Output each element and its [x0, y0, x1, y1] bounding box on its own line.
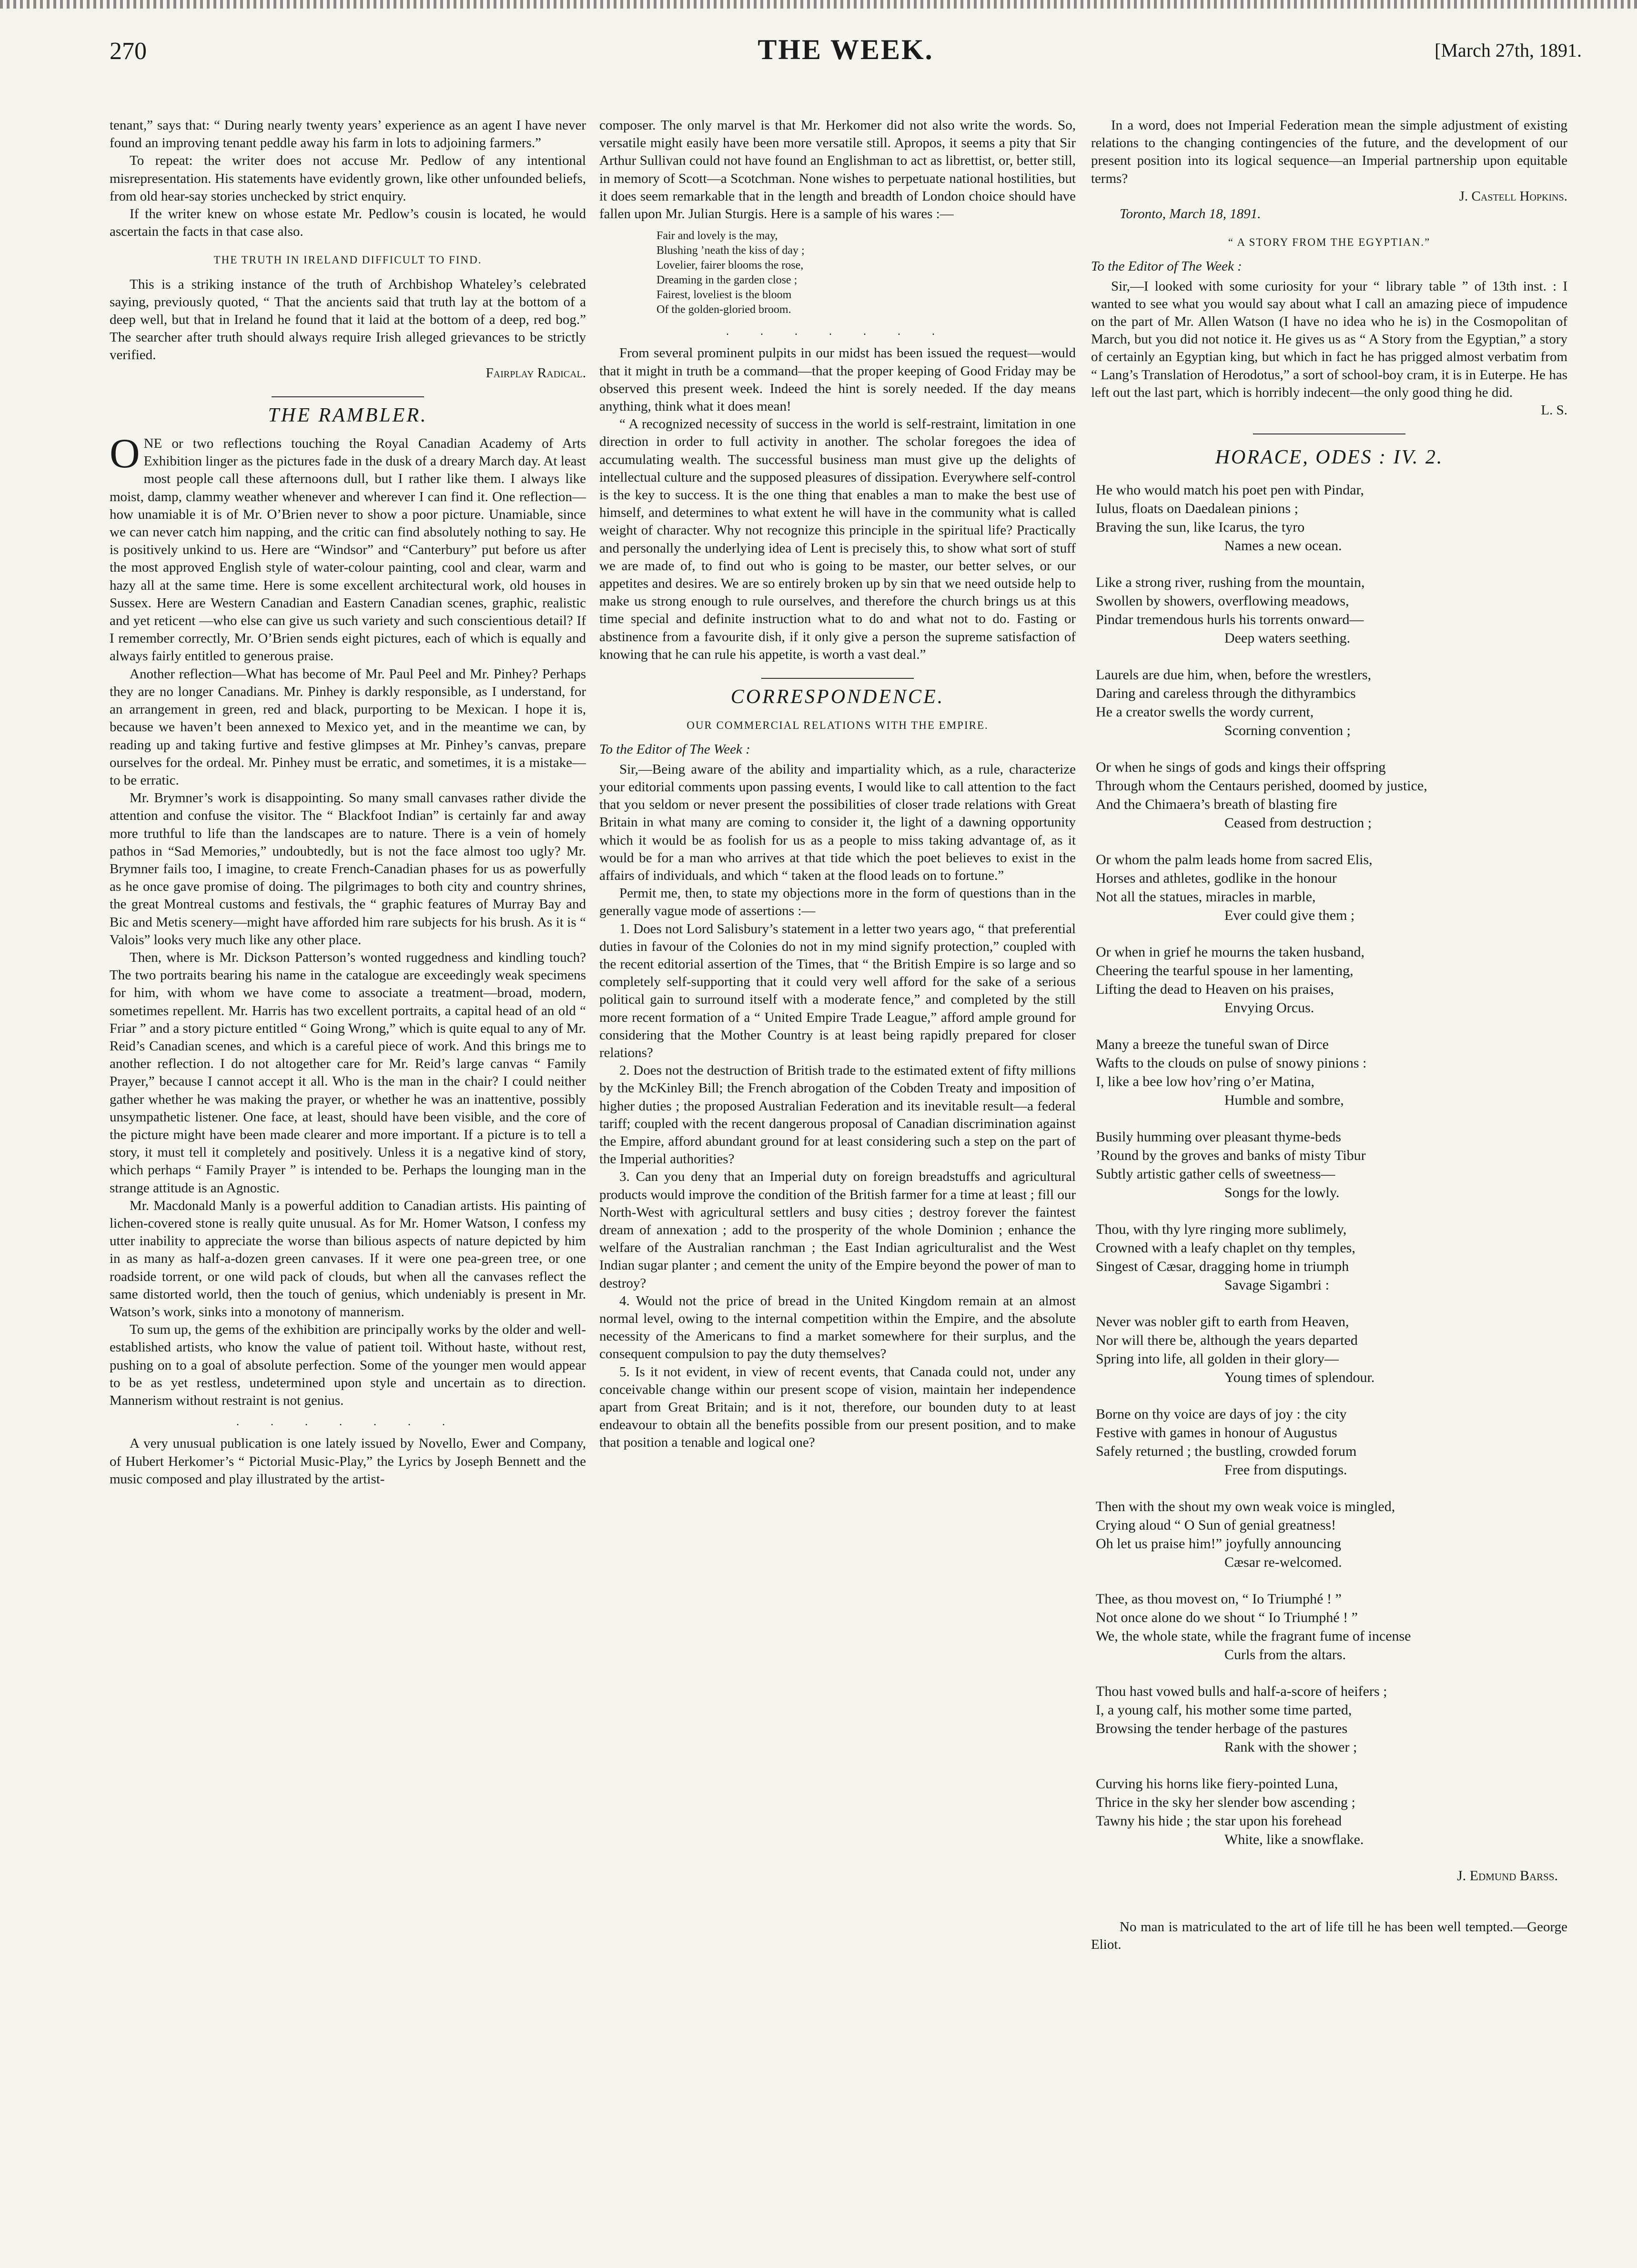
stanza	[1096, 481, 1567, 555]
poem-line: Pindar tremendous hurls his torrents onward—	[1096, 612, 1364, 628]
poem-line: Thee, as thou movest on, “ Io Triumphé ! ”	[1096, 1591, 1342, 1607]
poem-line: Crowned with a leafy chaplet on thy temples,	[1096, 1240, 1355, 1256]
paragraph: A very unusual publication is one lately issued by Novello, Ewer and Company, of Hubert Herkomer’s “ Pictorial Music-Play,” the Lyrics by Joseph Bennett and the music composed and play illustrated by the artist-	[110, 1436, 586, 1487]
section-rule	[761, 678, 914, 679]
poem-line: Subtly artistic gather cells of sweetness—	[1096, 1166, 1335, 1182]
poem-line: Or when in grief he mourns the taken husband,	[1096, 944, 1365, 960]
poem-line: Cæsar re-welcomed.	[1224, 1554, 1342, 1571]
paragraph: Mr. Macdonald Manly is a powerful addition to Canadian artists. His painting of lichen-covered stone is really quite unusual. As for Mr. Homer Watson, I confess my utter inability to appreciate the worse than bilious aspects of nature depicted by him in as many as half-a-dozen green canvases. If it were one pea-green tree, or one roadside torrent, or one wild pack of clouds, but when all the canvases reflect the same distorted world, then the touch of genius, which undeniably is present in Mr. Watson’s work, sinks into a monotony of mannerism.	[110, 1198, 586, 1320]
paragraph: “ A recognized necessity of success in the world is self-restraint, limitation in one direction in order to full activity in another. The scholar foregoes the idea of accumulating wealth. The successful business man must give up the delights of intellectual culture and the supposed pleasures of dissipation. Everywhere self-control is the key to success. It is the one thing that enables a man to make the best use of himself, and determines to what extent he will have in the community what is called weight of character. Why not recognize this principle in the spiritual life? Practically and personally the underlying idea of Lent is precisely this, to show what sort of stuff we are made of, to find out who is going to be master, our better selves, or our appetites and desires. We are so entirely broken up by sin that we need outside help to make us strong enough to rule ourselves, and therefore the church brings us at this time special and definite instruction what to do and what not to do. Fasting or abstinence from a favourite dish, if it only give a person the supreme satisfaction of knowing that he can rule his appetite, is worth a vast deal.”	[599, 416, 1076, 662]
poem-line: Nor will there be, although the years departed	[1096, 1332, 1358, 1349]
publication-title: THE WEEK.	[758, 34, 934, 65]
poem-line: Like a strong river, rushing from the mountain,	[1096, 575, 1365, 591]
verse-line: Dreaming in the garden close ;	[657, 274, 798, 287]
stanza	[1096, 1405, 1567, 1479]
poem-line: Braving the sun, like Icarus, the tyro	[1096, 519, 1305, 535]
paragraph: Then, where is Mr. Dickson Patterson’s wonted ruggedness and kindling touch? The two portraits bearing his name in the catalogue are exceedingly weak specimens for him, with whom we have come to associate a treatment—broad, modern, sometimes repellent. Mr. Harris has two excellent portraits, a capital head of an old “ Friar ” and a story picture entitled “ Going Wrong,” which is quite equal to any of Mr. Reid’s Canadian scenes, and which is a careful piece of work. And this brings me to another reflection. I do not altogether care for Mr. Reid’s large canvas “ Family Prayer,” because I cannot accept it all. Who is the man in the chair? I could neither gather whether he was making the prayer, or whether he was an inattentive, possibly unsympathetic listener. One face, at least, should have been visible, and the core of the picture might have been made clearer and more important. If a picture is to tell a story, it must tell it completely and positively. Unless it is a negative kind of story, which perhaps “ Family Prayer ” is intended to be. Perhaps the lounging man in the strange attitude is an Agnostic.	[110, 949, 586, 1196]
poem-line: Spring into life, all golden in their glory—	[1096, 1351, 1339, 1367]
page-number: 270	[110, 38, 147, 65]
stanza	[1096, 943, 1567, 1017]
poem-line: Ceased from destruction ;	[1224, 815, 1372, 831]
poem-line: I, like a bee low hov’ring o’er Matina,	[1096, 1074, 1315, 1090]
stanza	[1096, 1128, 1567, 1202]
salutation: To the Editor of The Week :	[599, 742, 750, 757]
stanza	[1096, 1220, 1567, 1294]
paragraph: If the writer knew on whose estate Mr. Pedlow’s cousin is located, he would ascertain the facts in that case also.	[110, 206, 586, 240]
poem-line: Iulus, floats on Daedalean pinions ;	[1096, 501, 1298, 517]
poem-line: Curving his horns like fiery-pointed Luna,	[1096, 1776, 1338, 1792]
poem-line: Safely returned ; the bustling, crowded forum	[1096, 1443, 1357, 1460]
column-1	[110, 117, 586, 2251]
section-title-correspondence: CORRESPONDENCE.	[730, 686, 945, 708]
paragraph: 2. Does not the destruction of British trade to the estimated extent of fifty millions by the McKinley Bill; the French abrogation of the Cobden Treaty and imposition of higher duties ; the proposed Australian Federation and its inevitable result—a federal tariff; coupled with the recent dangerous proposal of Canadian discrimination against the Empire, afford abundant ground for at least considering such a step on the part of the Imperial authorities?	[599, 1063, 1076, 1167]
paragraph: Permit me, then, to state my objections more in the form of questions than in the generally vague mode of assertions :—	[599, 886, 1076, 919]
stanza	[1096, 573, 1567, 647]
subheading: OUR COMMERCIAL RELATIONS WITH THE EMPIRE.	[687, 719, 989, 732]
poem-line: White, like a snowflake.	[1224, 1832, 1364, 1848]
poem-line: Free from disputings.	[1224, 1462, 1347, 1478]
poem-line: Thou, with thy lyre ringing more sublimely,	[1096, 1221, 1347, 1238]
poem-line: Crying aloud “ O Sun of genial greatness!	[1096, 1517, 1336, 1533]
poem-line: Laurels are due him, when, before the wrestlers,	[1096, 667, 1372, 683]
stanza	[1096, 1682, 1567, 1756]
signature: L. S.	[1541, 403, 1567, 418]
poem-line: Humble and sombre,	[1224, 1092, 1344, 1109]
poem-line: Names a new ocean.	[1224, 538, 1342, 554]
paragraph: Sir,—Being aware of the ability and impartiality which, as a rule, characterize your editorial comments upon passing events, I would like to call attention to the fact that you seldom or never present the possibilities of closer trade relations with Great Britain in what many are coming to consider it, the light of a dawning opportunity which it would be as foolish for us as a people to miss taking advantage of, as it would be for a man who arrives at that tide which the poet believes to exist in the affairs of individuals, and which “ taken at the flood leads on to fortune.”	[599, 761, 1076, 883]
stanza	[1096, 1590, 1567, 1664]
poem-line: Wafts to the clouds on pulse of snowy pinions :	[1096, 1055, 1367, 1071]
verse-line: Lovelier, fairer blooms the rose,	[657, 259, 804, 272]
poem-line: Deep waters seething.	[1224, 630, 1351, 646]
poem-line: Not once alone do we shout “ Io Triumphé ! ”	[1096, 1610, 1358, 1626]
paragraph-text: NE or two reflections touching the Royal Canadian Academy of Arts Exhibition linger as the pictures fade in the dusk of a dreary March day. At least most people call these afternoons dull, but I rather like them. I always like moist, damp, clammy weather whenever and wherever I can find it. One reflection—how unamiable it is of Mr. O’Brien never to show a poor picture. Unamiable, since we can never catch him napping, and the critic can find absolutely nothing to say. He is positively unkind to us. Here are “Windsor” and “Canterbury” put before us after the most approved English style of water-colour painting, cool and clear, warm and hazy all at the same time. Here is some excellent architectural work, old houses in Sussex. Here are Western Canadian and Eastern Canadian scenes, graphic, realistic and yet reticent —who else can give us such variety and such conscientious detail? If I remember correctly, Mr. O’Brien sends eight pictures, each of which is equally and always fairly entitled to generous praise.	[110, 436, 586, 664]
paragraph: Another reflection—What has become of Mr. Paul Peel and Mr. Pinhey? Perhaps they are no longer Canadians. Mr. Pinhey is darkly responsible, as I understand, for an arrangement in green, red and black, purporting to be Mexican. I hope it is, because we haven’t been annexed to Mexico yet, and in the meantime we can, by reading up and taking furtive and festive glimpses at Mr. Pinhey’s canvas, prepare ourselves for the ordeal. Mr. Pinhey must be erratic, and sometimes, it is a mistake—to be erratic.	[110, 666, 586, 788]
poem-line: Ever could give them ;	[1224, 907, 1355, 924]
poem-line: Curls from the altars.	[1224, 1647, 1346, 1663]
stanza	[1096, 1774, 1567, 1849]
poem-line: He a creator swells the wordy current,	[1096, 704, 1314, 720]
poem-signature: J. Edmund Barss.	[1457, 1868, 1558, 1884]
poem-line: Borne on thy voice are days of joy : the city	[1096, 1406, 1347, 1422]
poem-line: Rank with the shower ;	[1224, 1739, 1357, 1755]
subheading: “ A STORY FROM THE EGYPTIAN.”	[1228, 236, 1431, 249]
paragraph	[110, 431, 586, 665]
poem-line: Scorning convention ;	[1224, 723, 1351, 739]
poem-line: Thou hast vowed bulls and half-a-score of heifers ;	[1096, 1683, 1387, 1700]
stanza	[1096, 1497, 1567, 1572]
paragraph: tenant,” says that: “ During nearly twenty years’ experience as an agent I have never found an improving tenant peddle away his farm in lots to adjoining farmers.”	[110, 118, 586, 151]
poem-line: Or whom the palm leads home from sacred Elis,	[1096, 852, 1373, 868]
poem-line: Many a breeze the tuneful swan of Dirce	[1096, 1037, 1329, 1053]
dateline: Toronto, March 18, 1891.	[1120, 206, 1261, 222]
poem-line: Young times of splendour.	[1224, 1370, 1375, 1386]
stanza	[1096, 1035, 1567, 1109]
poem-line: Or when he sings of gods and kings their offspring	[1096, 759, 1386, 776]
drop-cap: O	[110, 431, 140, 477]
stanza	[1096, 665, 1567, 740]
paragraph: This is a striking instance of the truth of Archbishop Whateley’s celebrated saying, previously quoted, “ That the ancients said that truth lay at the bottom of a deep well, but that in Ireland he found that it laid at the bottom of a deep, red bog.” The searcher after truth should always require Irish alleged grievances to be strictly verified.	[110, 276, 586, 363]
column-3	[1091, 117, 1567, 2251]
ellipsis-divider: . . . . . . .	[236, 1416, 459, 1429]
epigram: No man is matriculated to the art of life till he has been well tempted.—George Eliot.	[1091, 1919, 1567, 1952]
top-border	[0, 0, 1637, 9]
poem-line: Cheering the tearful spouse in her lamenting,	[1096, 963, 1354, 979]
verse-quote	[657, 229, 1076, 317]
paragraph: 4. Would not the price of bread in the United Kingdom remain at an almost normal level, owing to the internal competition within the Empire, and the absolute necessity of the Americans to find a market somewhere for their surplus, and the consequent compulsion to pay the duty themselves?	[599, 1293, 1076, 1362]
poem-line: Songs for the lowly.	[1224, 1185, 1340, 1201]
paragraph: From several prominent pulpits in our midst has been issued the request—would that it might in truth be a command—that the proper keeping of Good Friday may be observed this present week. Indeed the hint is sorely needed. If the day means anything, think what it does mean!	[599, 345, 1076, 414]
paragraph: 1. Does not Lord Salisbury’s statement in a letter two years ago, “ that preferential duties in favour of the Colonies do not in my mind signify protection,” coupled with the recent editorial assertion of the Times, that “ the British Empire is so large and so completely self-supporting that it could very well afford for the sake of a serious political gain to surround itself with a moderate fence,” and completed by the still more recent formation of a “ United Empire Trade League,” afford ample ground for considering that the Mother Country is at least being rapidly prepared for closer relations?	[599, 921, 1076, 1060]
poem	[1091, 481, 1567, 1849]
poem-line: Daring and careless through the dithyrambics	[1096, 685, 1356, 702]
poem-line: Horses and athletes, godlike in the honour	[1096, 870, 1337, 887]
signature: J. Castell Hopkins.	[1459, 188, 1567, 204]
poem-line: Lifting the dead to Heaven on his praises,	[1096, 981, 1334, 998]
poem-line: ’Round by the groves and banks of misty Tibur	[1096, 1148, 1366, 1164]
poem-line: Swollen by showers, overflowing meadows,	[1096, 593, 1349, 609]
stanza	[1096, 850, 1567, 925]
poem-line: Busily humming over pleasant thyme-beds	[1096, 1129, 1341, 1145]
verse-line: Of the golden-gloried broom.	[657, 303, 791, 316]
poem-line: Envying Orcus.	[1224, 1000, 1314, 1016]
stanza	[1096, 758, 1567, 832]
paragraph: To repeat: the writer does not accuse Mr. Pedlow of any intentional misrepresentation. His statements have evidently grown, like other unfounded beliefs, from old hear-say stories unchecked by strict enquiry.	[110, 153, 586, 204]
paragraph: composer. The only marvel is that Mr. Herkomer did not also write the words. So, versatile might easily have been more versatile still. Apropos, it seems a pity that Sir Arthur Sullivan could not have found an Englishman to act as librettist, or, better still, in memory of Scott—a Scotchman. None wishes to perpetuate national hostilities, but it does seem remarkable that in the length and breadth of London choice should have fallen upon Mr. Julian Sturgis. Here is a sample of his wares :—	[599, 118, 1076, 222]
poem-line: Not all the statues, miracles in marble,	[1096, 889, 1316, 905]
poem-line: And the Chimaera’s breath of blasting fire	[1096, 796, 1337, 813]
poem-line: Festive with games in honour of Augustus	[1096, 1425, 1337, 1441]
poem-line: Then with the shout my own weak voice is mingled,	[1096, 1499, 1395, 1515]
column-2	[599, 117, 1076, 2251]
poem-title: HORACE, ODES : IV. 2.	[1215, 446, 1444, 469]
section-rule	[272, 396, 424, 397]
verse-line: Blushing ’neath the kiss of day ;	[657, 244, 805, 257]
poem-line: We, the whole state, while the fragrant fume of incense	[1096, 1628, 1411, 1644]
page-header	[110, 29, 1582, 81]
paragraph: Sir,—I looked with some curiosity for your “ library table ” of 13th inst. : I wanted to see what you would say about what I call an amazing piece of impudence on the part of Mr. Allen Watson (I have no idea who he is) in the Cosmopolitan of March, but you did not notice it. He gives us as “ A Story from the Egyptian,” a story of certainly an Egyptian king, but which in fact he has prigged almost verbatim from “ Lang’s Translation of Herodotus,” a sort of school-boy cram, it is in Euterpe. He has left out the last part, which is horribly indecent—the only good thing he did.	[1091, 278, 1567, 400]
paragraph: To sum up, the gems of the exhibition are principally works by the older and well-established artists, who know the value of patient toil. Without haste, without rest, pushing on to a goal of absolute perfection. Some of the younger men would appear to be as yet restless, undetermined upon style and uncertain as to direction. Mannerism without restraint is not genius.	[110, 1322, 586, 1409]
poem-line: Thrice in the sky her slender bow ascending ;	[1096, 1794, 1355, 1811]
poem-line: Tawny his hide ; the star upon his forehead	[1096, 1813, 1342, 1829]
paragraph: In a word, does not Imperial Federation mean the simple adjustment of existing relations to the changing contingencies of the future, and the development of our present position into its logical sequence—an Imperial partnership upon equitable terms?	[1091, 118, 1567, 186]
section-title-rambler: THE RAMBLER.	[268, 404, 428, 426]
verse-line: Fair and lovely is the may,	[657, 230, 778, 242]
poem-line: Browsing the tender herbage of the pastures	[1096, 1721, 1348, 1737]
poem-line: He who would match his poet pen with Pindar,	[1096, 482, 1364, 498]
paragraph: Mr. Brymner’s work is disappointing. So many small canvases rather divide the attention and confuse the visitor. The “ Blackfoot Indian” is certainly far and away more truthful to life than the landscapes are to nature. There is a vein of homely pathos in “Sad Memories,” undoubtedly, but is not the face almost too ugly? Mr. Brymner fails too, I imagine, to create French-Canadian phases for us as powerfully as he once gave promise of doing. The pilgrimages to both city and country shrines, the great Montreal customs and festivals, the “ graphic features of Murray Bay and Bic and Metis scenery—might have afforded him rare subjects for his brush. As it is “ Valois” looks very much like any other place.	[110, 790, 586, 948]
poem-line: Savage Sigambri :	[1224, 1277, 1329, 1293]
section-rule	[1253, 433, 1405, 434]
stanza	[1096, 1312, 1567, 1387]
ellipsis-divider: . . . . . . .	[726, 325, 949, 338]
poem-line: Oh let us praise him!” joyfully announcing	[1096, 1536, 1341, 1552]
poem-line: Singest of Cæsar, dragging home in triumph	[1096, 1259, 1349, 1275]
salutation: To the Editor of The Week :	[1091, 259, 1242, 274]
subheading: THE TRUTH IN IRELAND DIFFICULT TO FIND.	[213, 254, 482, 266]
poem-line: Through whom the Centaurs perished, doomed by justice,	[1096, 778, 1427, 794]
poem-line: I, a young calf, his mother some time parted,	[1096, 1702, 1352, 1718]
poem-line: Never was nobler gift to earth from Heaven,	[1096, 1314, 1349, 1330]
paragraph: 3. Can you deny that an Imperial duty on foreign breadstuffs and agricultural products would improve the condition of the British farmer for a time at least ; fill our North-West with agricultural settlers and busy cities ; destroy forever the faintest dream of annexation ; add to the prosperity of the whole Dominion ; enhance the welfare of the Australian ranchman ; the East Indian agriculturalist and the West Indian sugar planter ; and cement the unity of the Empire beyond the power of man to destroy?	[599, 1169, 1076, 1291]
paragraph: 5. Is it not evident, in view of recent events, that Canada could not, under any conceivable change within our present scope of vision, maintain her independence apart from Great Britain; and is it not, therefore, our bounden duty to at least endeavour to obtain all the benefits possible from our present position, and to make that position a tenable and logical one?	[599, 1364, 1076, 1451]
signature: Fairplay Radical.	[485, 365, 586, 381]
issue-date: [March 27th, 1891.	[1435, 40, 1582, 61]
verse-line: Fairest, loveliest is the bloom	[657, 289, 792, 302]
